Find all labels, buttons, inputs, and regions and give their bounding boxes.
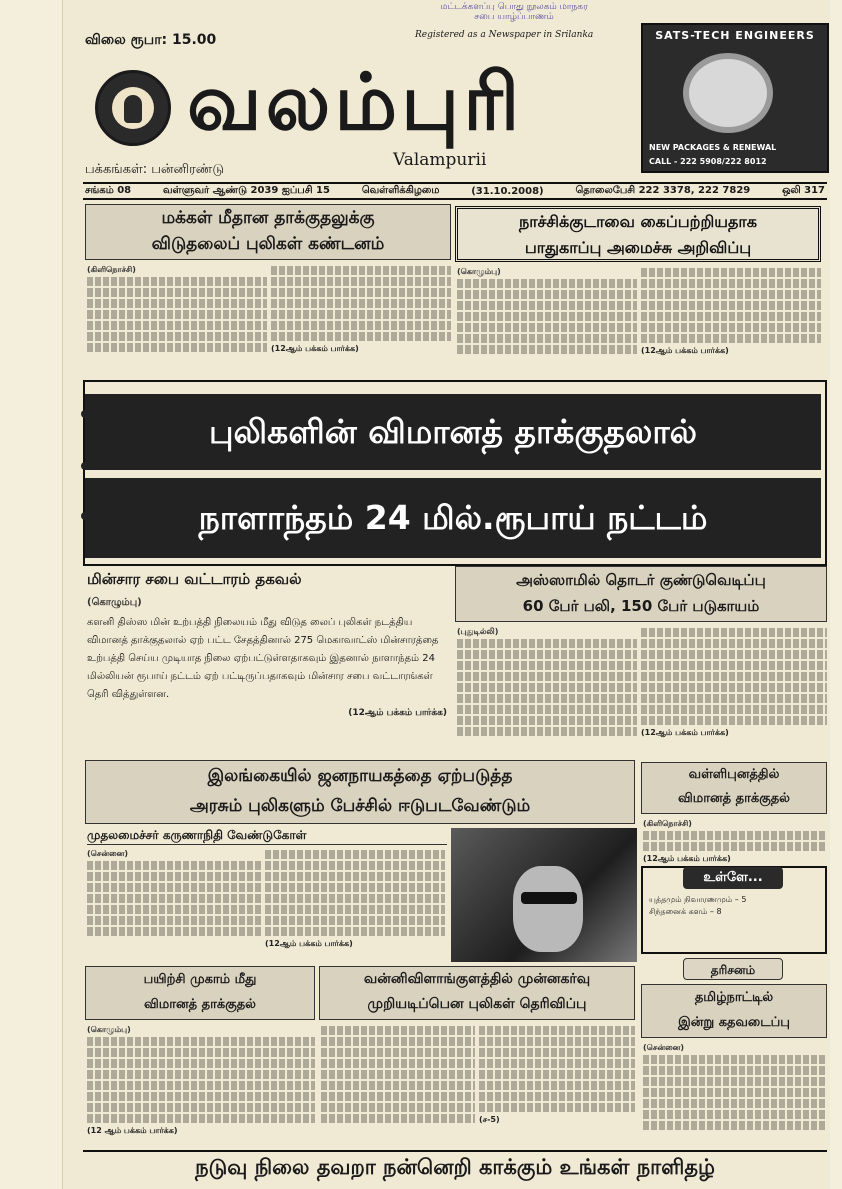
story5-continued: (12ஆம் பக்கம் பார்க்க) (265, 939, 353, 948)
story9-body (643, 1042, 827, 1144)
phone: தொலைபேசி 222 3378, 222 7829 (575, 185, 751, 196)
satellite-dish-icon (683, 53, 773, 133)
story2-headline: நாச்சிக்குடாவை கைப்பற்றியதாக பாதுகாப்பு அமைச்சு அறிவிப்பு (455, 206, 821, 262)
story4-continued: (12ஆம் பக்கம் பார்க்க) (641, 728, 729, 737)
story8-headline: வன்னிவிளாங்குளத்தில் முன்னகர்வு முறியடிப்பென புலிகள் தெரிவிப்பு (319, 966, 635, 1020)
story7-dateline: (கொழும்பு) (87, 1025, 131, 1034)
story2-col2 (641, 266, 821, 372)
story4-col2 (641, 626, 827, 756)
story8-continued: (ச-5) (479, 1115, 500, 1124)
story7-body (87, 1024, 315, 1144)
inside-item-2: சிந்தனைக் களம் – 8 (649, 907, 722, 916)
tamil-year: வள்ளுவர் ஆண்டு 2039 ஐப்பசி 15 (162, 185, 330, 196)
ad-line-1: NEW PACKAGES & RENEWAL (649, 143, 777, 152)
story5-dateline: (சென்னை) (87, 849, 129, 858)
issue-number: ஒலி 317 (782, 185, 825, 196)
story1-headline: மக்கள் மீதான தாக்குதலுக்கு விடுதலைப் புலிகள் கண்டனம் (85, 204, 451, 260)
story1-col2 (271, 264, 451, 370)
story2-dateline: (கொழும்பு) (457, 267, 501, 276)
lead-headline-line1: புலிகளின் விமானத் தாக்குதலால் (85, 394, 821, 470)
registration-note: Registered as a Newspaper in Srilanka (415, 30, 594, 40)
dateline-bar (83, 182, 827, 200)
story5-subhead: முதலமைச்சர் கருணாநிதி வேண்டுகோள் (87, 828, 447, 845)
story3-continued: (12ஆம் பக்கம் பார்க்க) (348, 708, 447, 718)
story1-dateline: (கிளிநொச்சி) (87, 265, 136, 274)
story2-continued: (12ஆம் பக்கம் பார்க்க) (641, 346, 729, 355)
story4-col1 (457, 626, 637, 756)
conch-emblem-icon (95, 70, 171, 146)
date: (31.10.2008) (471, 185, 544, 197)
story6-continued: (12ஆம் பக்கம் பார்க்க) (643, 854, 731, 863)
inside-item-1: யுத்தமும் நிவாரணமும் – 5 (649, 895, 747, 904)
story6-headline: வள்ளிபுனத்தில் விமானத் தாக்குதல் (641, 762, 827, 814)
story8-col2 (479, 1024, 635, 1144)
price-label: விலை ரூபா: 15.00 (85, 32, 217, 48)
ad-company: SATS-TECH ENGINEERS (655, 29, 815, 42)
inside-list (649, 894, 821, 918)
story3-body-wrap (87, 594, 447, 754)
story3-dateline: (கொழும்பு) (87, 597, 142, 608)
story1-col1 (87, 264, 267, 370)
newspaper-page (62, 0, 830, 1189)
library-stamp: மட்டக்களப்பு பொது நூலகம் மாநகர சபை யாழ்ப்பாணம் (440, 2, 588, 22)
story5-col1 (87, 848, 261, 958)
darisanam-label: தரிசனம் (683, 958, 783, 980)
story2-col1 (457, 266, 637, 372)
story5-col2 (265, 848, 445, 958)
story1-continued: (12ஆம் பக்கம் பார்க்க) (271, 344, 359, 353)
story3-body: களனி திஸ்ஸ மின் உற்பத்தி நிலையம் மீது விடுத லைப் புலிகள் நடத்திய விமானத் தாக்குதலால் ஏற் பட்ட சேதத்தினால் 275 மெகாவாட்ஸ் மின்சாரத்தை உற்பத்தி செய்ய முடியாத நிலை ஏற்பட்டுள்ளதாகவும் இதனால் நாளாந்தம் 24 மில்லியன் ரூபாய் நட்டம் ஏற் பட்டிருப்பதாகவும் மின்சார சபை வட்டாரங்கள் தெரி வித்துள்ளன. (87, 617, 439, 700)
story5-headline: இலங்கையில் ஜனநாயகத்தை ஏற்படுத்த அரசும் புலிகளும் பேச்சில் ஈடுபடவேண்டும் (85, 760, 635, 824)
masthead-title: வலம்புரி (187, 58, 524, 148)
inside-box (641, 866, 827, 954)
story4-dateline: (புதுடில்லி) (457, 627, 499, 636)
advertisement (641, 23, 829, 173)
weekday: வெள்ளிக்கிழமை (361, 185, 440, 196)
masthead-title-en: Valampurii (393, 150, 487, 170)
story7-continued: (12 ஆம் பக்கம் பார்க்க) (87, 1126, 178, 1135)
story7-headline: பயிற்சி முகாம் மீது விமானத் தாக்குதல் (85, 966, 315, 1020)
footer-slogan: நடுவு நிலை தவறா நன்னெறி காக்கும் உங்கள் நாளிதழ் (83, 1150, 827, 1184)
sangam-label: சங்கம் 08 (85, 185, 132, 196)
story9-headline: தமிழ்நாட்டில் இன்று கதவடைப்பு (641, 984, 827, 1038)
lead-headline-line2: நாளாந்தம் 24 மில்.ரூபாய் நட்டம் (85, 478, 821, 558)
page-count: பக்கங்கள்: பன்னிரண்டு (85, 162, 224, 177)
story8-col1 (321, 1024, 475, 1144)
story9-dateline: (சென்னை) (643, 1043, 685, 1052)
story6-dateline: (கிளிநொச்சி) (643, 819, 692, 828)
story4-headline: அஸ்ஸாமில் தொடர் குண்டுவெடிப்பு 60 பேர் பலி, 150 பேர் படுகாயம் (455, 566, 827, 622)
inside-title: உள்ளே... (683, 867, 783, 889)
karunanidhi-photo (451, 828, 637, 962)
ad-line-2: CALL - 222 5908/222 8012 (649, 157, 767, 166)
story6-body (643, 818, 827, 864)
story3-headline: மின்சார சபை வட்டாரம் தகவல் (87, 570, 302, 588)
